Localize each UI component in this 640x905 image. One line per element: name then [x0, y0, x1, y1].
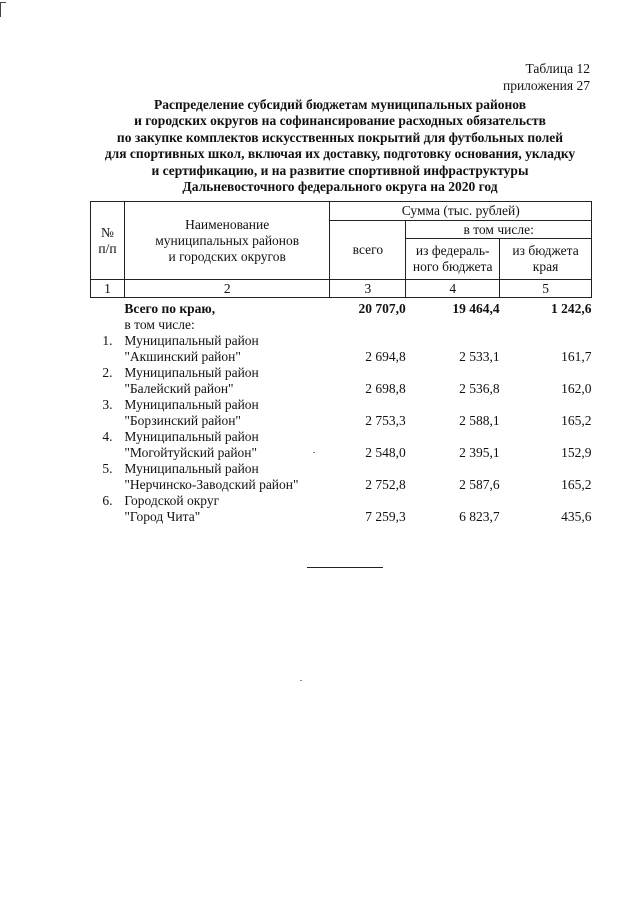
value-total: 2 752,8 — [365, 477, 406, 492]
row-name — [124, 429, 330, 461]
total-row — [91, 298, 592, 318]
value-federal: 19 464,4 — [452, 301, 500, 316]
header-federal-line: из федераль- — [415, 243, 490, 258]
value-federal: 2 395,1 — [459, 445, 500, 460]
column-number: 2 — [124, 280, 330, 298]
table-row — [91, 333, 592, 365]
value-federal: 2 536,8 — [459, 381, 500, 396]
value-federal: 6 823,7 — [459, 509, 500, 524]
row-name-line: Муниципальный район — [124, 429, 259, 444]
column-number: 5 — [500, 280, 592, 298]
table-number: Таблица 12 — [525, 61, 590, 76]
header-federal-line: ного бюджета — [412, 259, 493, 274]
row-number: 3. — [102, 397, 113, 412]
header-federal — [406, 239, 500, 280]
row-number: 4. — [102, 429, 113, 444]
value-federal: 2 533,1 — [459, 349, 500, 364]
value-total: 2 694,8 — [365, 349, 406, 364]
table-reference — [503, 60, 590, 94]
value-regional: 435,6 — [561, 509, 592, 524]
table-row — [91, 493, 592, 525]
table-row — [91, 461, 592, 493]
value-regional: 152,9 — [561, 445, 592, 460]
header-number-line: № — [101, 224, 114, 240]
column-number: 4 — [406, 280, 500, 298]
value-federal: 2 588,1 — [459, 413, 500, 428]
row-number: 2. — [102, 365, 113, 380]
column-number: 3 — [330, 280, 406, 298]
header-including: в том числе: — [406, 221, 592, 239]
row-name — [124, 365, 330, 397]
value-regional: 162,0 — [561, 381, 592, 396]
scan-speck — [300, 680, 302, 681]
header-name — [124, 202, 330, 280]
header-regional-line: из бюджета — [512, 243, 579, 258]
row-name-line: Муниципальный район — [124, 461, 259, 476]
document-title — [90, 97, 590, 195]
value-total: 20 707,0 — [358, 301, 406, 316]
row-number — [91, 298, 125, 318]
header-sum: Сумма (тыс. рублей) — [330, 202, 592, 221]
title-line: и городских округов на софинансирование расходных обязательств — [134, 113, 546, 129]
row-name — [124, 397, 330, 429]
title-line: по закупке комплектов искусственных покрытий для футбольных полей — [116, 129, 564, 145]
table-row — [91, 365, 592, 397]
value-regional: 165,2 — [561, 477, 592, 492]
row-name-line: "Нерчинско-Заводский район" — [124, 477, 299, 492]
value-federal: 2 587,6 — [459, 477, 500, 492]
including-label: в том числе: — [124, 317, 195, 332]
row-name-line: Муниципальный район — [124, 397, 259, 412]
row-name-line: "Город Чита" — [124, 509, 201, 524]
row-number: 5. — [102, 461, 113, 476]
header-total: всего — [330, 221, 406, 280]
row-name-line: "Акшинский район" — [124, 349, 241, 364]
header-number-line: п/п — [98, 240, 117, 256]
value-regional: 165,2 — [561, 413, 592, 428]
table-row — [91, 429, 592, 461]
header-name-line: Наименование — [185, 216, 270, 232]
header-name-line: муниципальных районов — [155, 232, 300, 248]
row-number: 1. — [102, 333, 113, 348]
value-total: 2 548,0 — [365, 445, 406, 460]
scan-corner-mark — [0, 2, 6, 17]
row-name-line: Муниципальный район — [124, 333, 259, 348]
header-number — [91, 202, 125, 280]
value-total: 7 259,3 — [365, 509, 406, 524]
title-line: для спортивных школ, включая их доставку, подготовку основания, укладку — [104, 146, 576, 162]
row-number: 6. — [102, 493, 113, 508]
title-line: Дальневосточного федерального округа на 2020 год — [182, 179, 498, 195]
row-name — [124, 333, 330, 365]
end-rule — [307, 567, 383, 568]
column-number: 1 — [91, 280, 125, 298]
scan-speck — [313, 452, 315, 453]
value-total: 2 753,3 — [365, 413, 406, 428]
row-name-line: "Могойтуйский район" — [124, 445, 258, 460]
including-row — [91, 317, 592, 333]
title-line: и сертификацию, и на развитие спортивной инфраструктуры — [151, 162, 529, 178]
value-regional: 161,7 — [561, 349, 592, 364]
row-name-line: Муниципальный район — [124, 365, 259, 380]
header-name-line: и городских округов — [168, 248, 286, 264]
header-regional — [500, 239, 592, 280]
row-name-line: "Балейский район" — [124, 381, 234, 396]
row-name-line: Городской округ — [124, 493, 220, 508]
table-row — [91, 397, 592, 429]
subsidy-table — [90, 201, 592, 525]
annex-reference: приложения 27 — [502, 78, 590, 93]
value-total: 2 698,8 — [365, 381, 406, 396]
row-name: Всего по краю, — [124, 301, 216, 316]
row-name-line: "Борзинский район" — [124, 413, 241, 428]
row-name — [124, 461, 330, 493]
title-line: Распределение субсидий бюджетам муниципальных районов — [153, 97, 527, 112]
value-regional: 1 242,6 — [551, 301, 592, 316]
header-regional-line: края — [532, 259, 559, 274]
row-name — [124, 493, 330, 525]
